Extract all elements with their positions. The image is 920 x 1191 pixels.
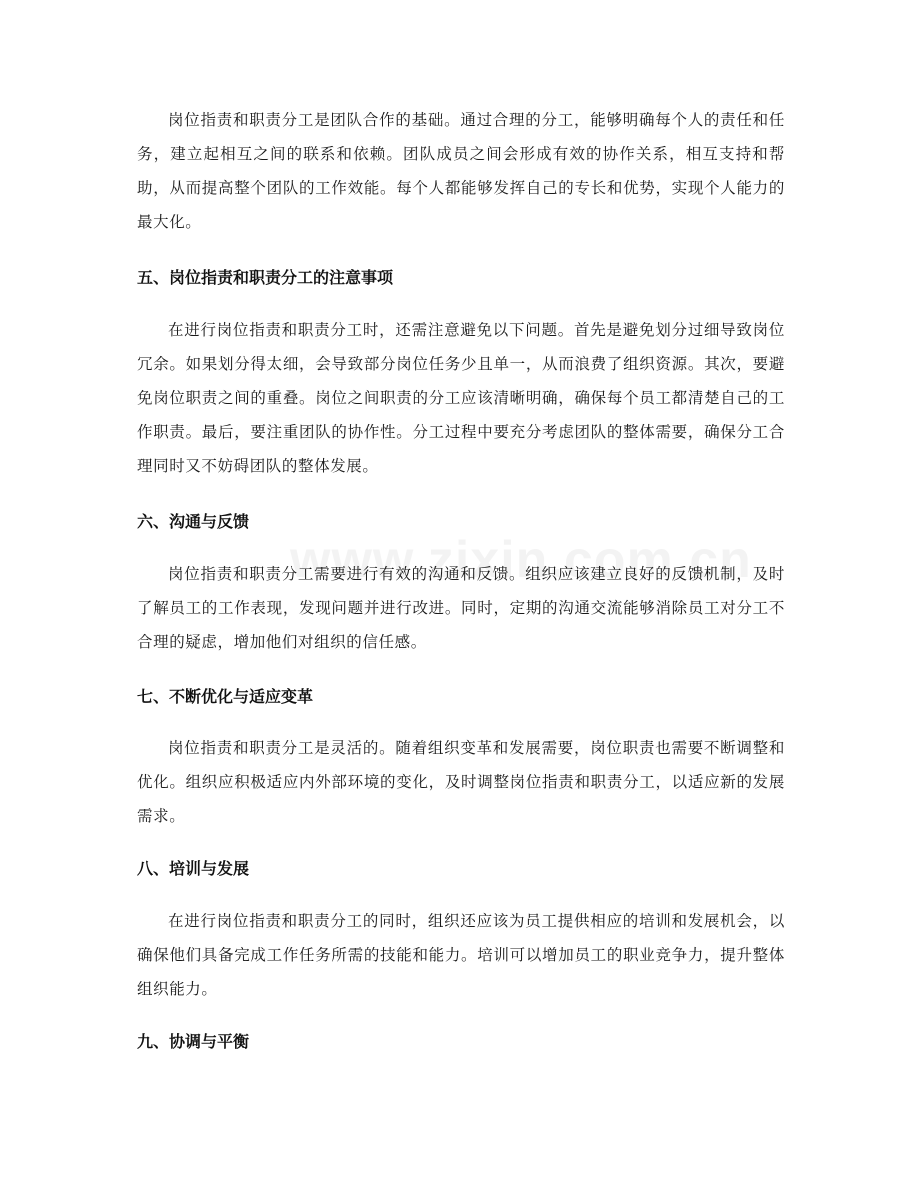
paragraph-optimization: 岗位指责和职责分工是灵活的。随着组织变革和发展需要，岗位职责也需要不断调整和优化。组织应积极适应内外部环境的变化，及时调整岗位指责和职责分工，以适应新的发展需求。 — [137, 739, 785, 825]
heading-section-6: 六、沟通与反馈 — [137, 512, 250, 531]
paragraph-precautions: 在进行岗位指责和职责分工时，还需注意避免以下问题。首先是避免划分过细导致岗位冗余。如果划分得太细，会导致部分岗位任务少且单一，从而浪费了组织资源。其次，要避免岗位职责之间的重叠。岗位之间职责的分工应该清晰明确，确保每个员工都清楚自己的工作职责。最后，要注重团队的协作性。分工过程中要充分考虑团队的整体需要，确保分工合理同时又不妨碍团队的整体发展。 — [137, 321, 785, 475]
heading-section-9: 九、协调与平衡 — [137, 1032, 250, 1051]
paragraph-team-basis: 岗位指责和职责分工是团队合作的基础。通过合理的分工，能够明确每个人的责任和任务，建立起相互之间的联系和依赖。团队成员之间会形成有效的协作关系，相互支持和帮助，从而提高整个团队的工作效能。每个人都能够发挥自己的专长和优势，实现个人能力的最大化。 — [137, 111, 785, 231]
paragraph-communication: 岗位指责和职责分工需要进行有效的沟通和反馈。组织应该建立良好的反馈机制，及时了解员工的工作表现，发现问题并进行改进。同时，定期的沟通交流能够消除员工对分工不合理的疑虑，增加他们对组织的信任感。 — [137, 565, 785, 651]
heading-section-7: 七、不断优化与适应变革 — [137, 687, 314, 706]
heading-section-5: 五、岗位指责和职责分工的注意事项 — [137, 268, 394, 287]
heading-section-8: 八、培训与发展 — [137, 859, 250, 878]
paragraph-training: 在进行岗位指责和职责分工的同时，组织还应该为员工提供相应的培训和发展机会，以确保他们具备完成工作任务所需的技能和能力。培训可以增加员工的职业竞争力，提升整体组织能力。 — [137, 912, 785, 998]
